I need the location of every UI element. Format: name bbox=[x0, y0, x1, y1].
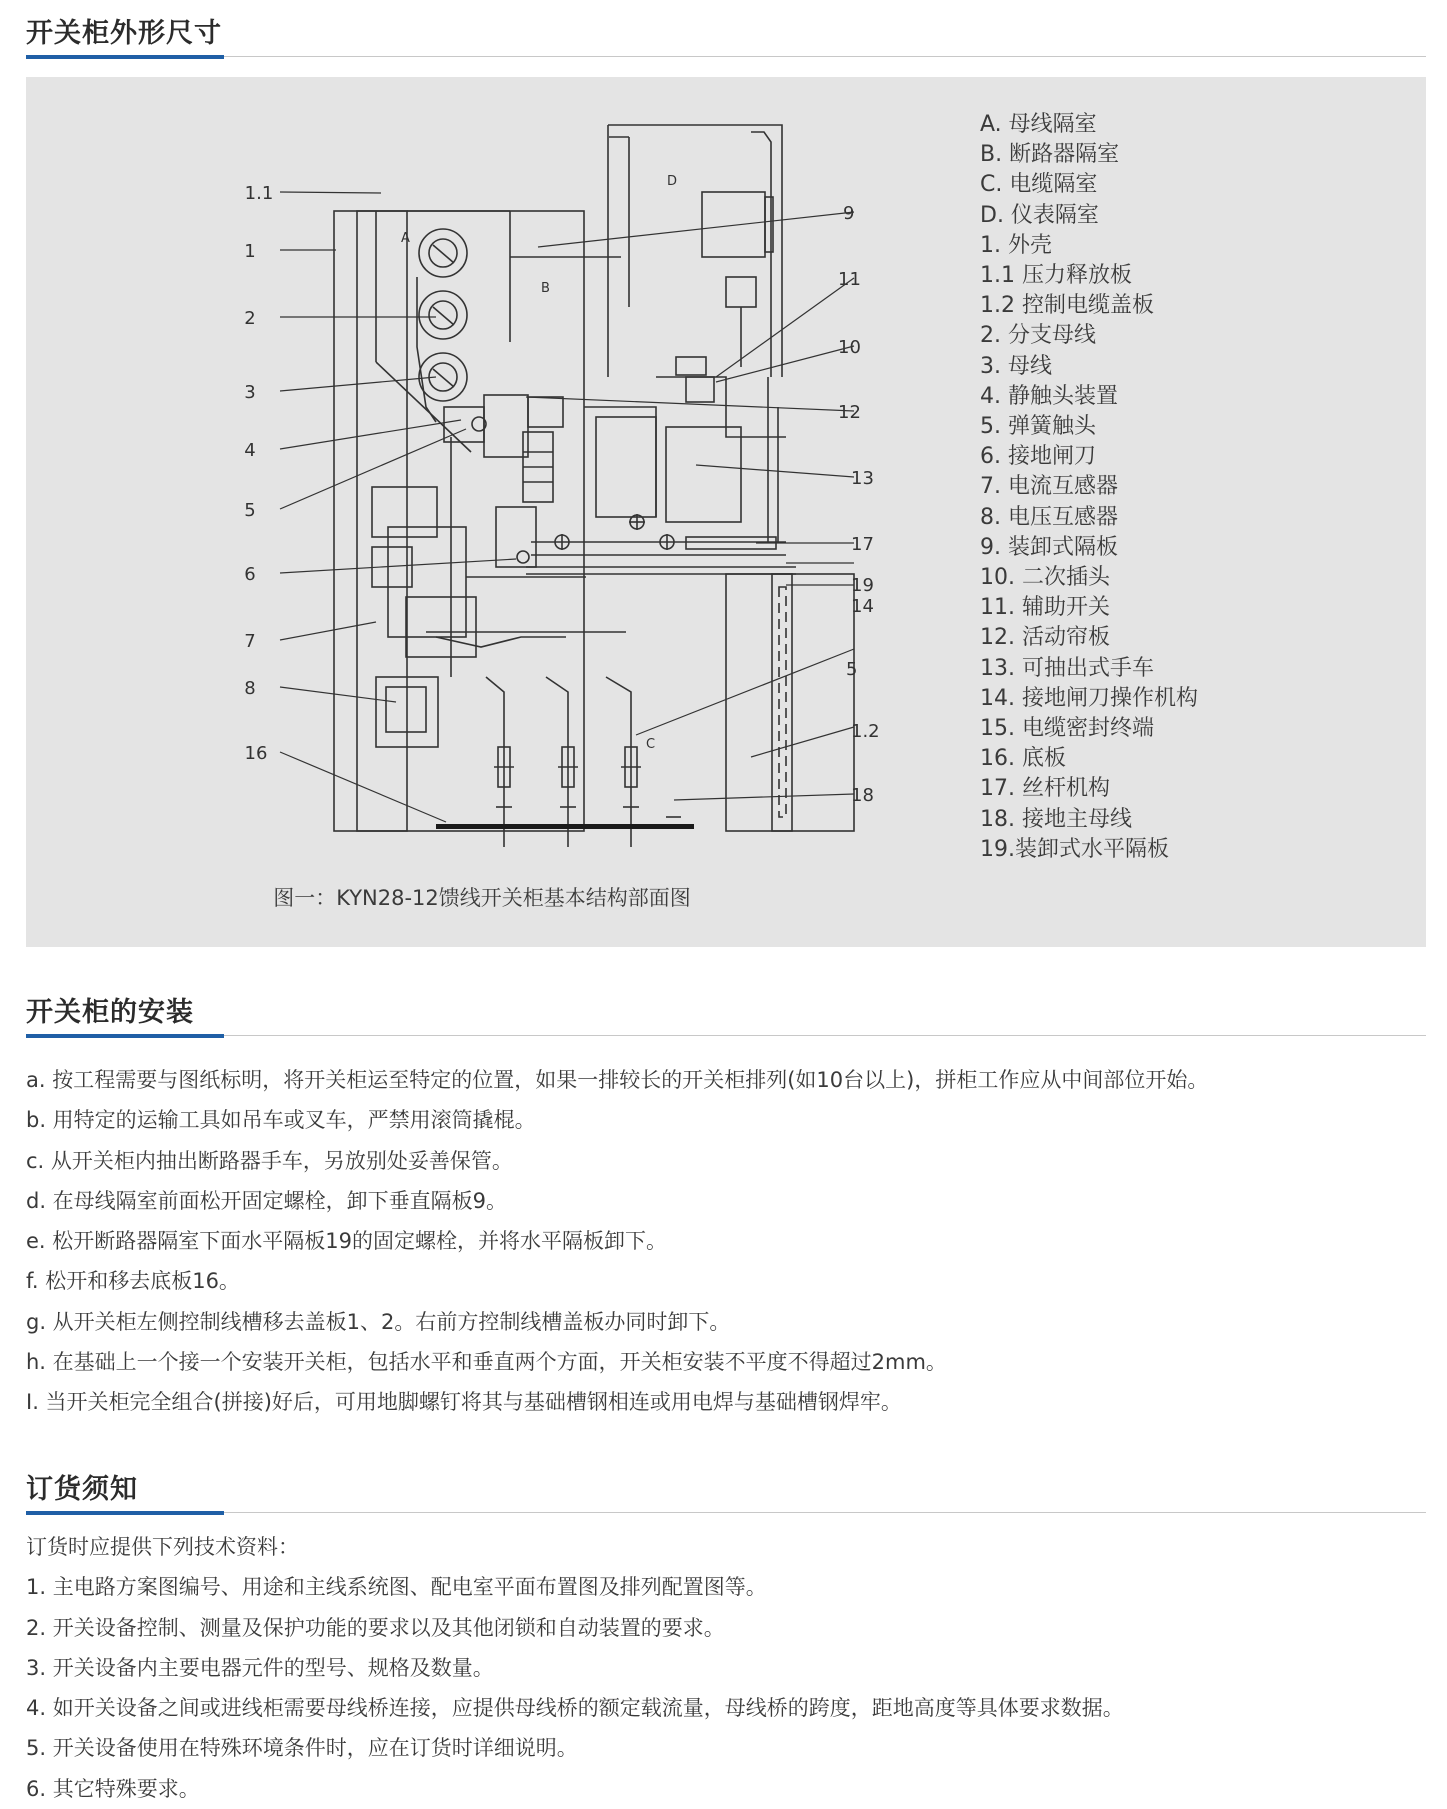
section-header-installation bbox=[26, 995, 1426, 1036]
callout-label: 14 bbox=[851, 596, 874, 617]
list-item: 4. 如开关设备之间或进线柜需要母线桥连接，应提供母线桥的额定载流量，母线桥的跨度，距地高度等具体要求数据。 bbox=[26, 1696, 1124, 1721]
list-item: a. 按工程需要与图纸标明，将开关柜运至特定的位置，如果一排较长的开关柜排列(如10台以上)，拼柜工作应从中间部位开始。 bbox=[26, 1068, 1209, 1092]
legend-item: 8. 电压互感器 bbox=[980, 504, 1118, 530]
legend-item: 15. 电缆密封终端 bbox=[980, 716, 1154, 742]
zone-labels bbox=[401, 174, 677, 752]
diagram-caption-text: 图一：KYN28-12馈线开关柜基本结构部面图 bbox=[273, 886, 691, 910]
callout-label: 1.1 bbox=[244, 183, 274, 204]
callout-label: 9 bbox=[843, 203, 855, 224]
legend-item: 6. 接地闸刀 bbox=[980, 444, 1096, 470]
list-item: c. 从开关柜内抽出断路器手车，另放别处妥善保管。 bbox=[26, 1148, 513, 1173]
callout-label: 2 bbox=[244, 308, 256, 329]
legend-item: 9. 装卸式隔板 bbox=[980, 534, 1118, 560]
list-item: I. 当开关柜完全组合(拼接)好后，可用地脚螺钉将其与基础槽钢相连或用电焊与基础槽钢焊牢。 bbox=[26, 1390, 902, 1415]
callout-label: 16 bbox=[244, 743, 268, 764]
legend-item: 2. 分支母线 bbox=[980, 323, 1096, 349]
list-item: 6. 其它特殊要求。 bbox=[26, 1776, 200, 1801]
legend-item: 11. 辅助开关 bbox=[980, 595, 1110, 621]
legend-item: 1.1 压力释放板 bbox=[980, 263, 1132, 289]
callout-label: 5 bbox=[846, 659, 858, 680]
diagram-caption bbox=[26, 882, 1426, 912]
section-header-ordering bbox=[26, 1472, 1426, 1513]
legend-item: 5. 弹簧触头 bbox=[980, 414, 1096, 440]
callout-label: 10 bbox=[838, 337, 861, 358]
cabinet-structure bbox=[334, 125, 854, 847]
section-title: 开关柜的安装 bbox=[26, 997, 194, 1028]
ordering-list bbox=[26, 1527, 1124, 1809]
legend-item: 10. 二次插头 bbox=[980, 565, 1110, 591]
legend-item: 1. 外壳 bbox=[980, 232, 1052, 258]
section-title: 开关柜外形尺寸 bbox=[26, 18, 222, 49]
cabinet-diagram bbox=[26, 77, 1426, 947]
list-item: e. 松开断路器隔室下面水平隔板19的固定螺栓，并将水平隔板卸下。 bbox=[26, 1229, 667, 1254]
callout-label: 7 bbox=[244, 631, 256, 652]
left-callouts bbox=[244, 183, 273, 764]
legend-item: C. 电缆隔室 bbox=[980, 172, 1098, 198]
legend-item: D. 仪表隔室 bbox=[980, 202, 1099, 228]
zone-label-a: A bbox=[401, 231, 410, 246]
list-item: f. 松开和移去底板16。 bbox=[26, 1269, 240, 1294]
callout-label: 19 bbox=[851, 575, 874, 596]
callout-label: 3 bbox=[244, 382, 256, 403]
right-callouts bbox=[838, 203, 880, 806]
legend-item: 3. 母线 bbox=[980, 353, 1052, 379]
ordering-intro: 订货时应提供下列技术资料： bbox=[26, 1535, 299, 1559]
callout-label: 17 bbox=[851, 534, 874, 555]
zone-label-c: C bbox=[646, 737, 656, 752]
callout-label: 6 bbox=[244, 564, 256, 585]
list-item: 3. 开关设备内主要电器元件的型号、规格及数量。 bbox=[26, 1655, 494, 1680]
list-item: 1. 主电路方案图编号、用途和主线系统图、配电室平面布置图及排列配置图等。 bbox=[26, 1575, 767, 1600]
callout-label: 1 bbox=[244, 241, 256, 262]
callout-label: 5 bbox=[244, 500, 256, 521]
legend-item: 4. 静触头装置 bbox=[980, 383, 1118, 409]
legend-item: B. 断路器隔室 bbox=[980, 142, 1120, 168]
legend-item: 17. 丝杆机构 bbox=[980, 776, 1110, 802]
callout-label: 12 bbox=[838, 402, 861, 423]
legend-item: 18. 接地主母线 bbox=[980, 806, 1132, 832]
legend-item: 7. 电流互感器 bbox=[980, 474, 1118, 500]
list-item: d. 在母线隔室前面松开固定螺栓，卸下垂直隔板9。 bbox=[26, 1188, 508, 1213]
legend-item: 1.2 控制电缆盖板 bbox=[980, 293, 1154, 319]
callout-label: 13 bbox=[851, 468, 874, 489]
callout-label: 18 bbox=[851, 785, 874, 806]
list-item: b. 用特定的运输工具如吊车或叉车，严禁用滚筒撬棍。 bbox=[26, 1108, 536, 1133]
section-accent-bar bbox=[26, 55, 224, 59]
installation-list bbox=[26, 1060, 1208, 1423]
legend-item: 12. 活动帘板 bbox=[980, 625, 1110, 651]
zone-label-b: B bbox=[541, 281, 550, 296]
legend-item: A. 母线隔室 bbox=[980, 112, 1097, 137]
callout-label: 4 bbox=[244, 440, 256, 461]
list-item: 2. 开关设备控制、测量及保护功能的要求以及其他闭锁和自动装置的要求。 bbox=[26, 1615, 725, 1640]
list-item: g. 从开关柜左侧控制线槽移去盖板1、2。右前方控制线槽盖板办同时卸下。 bbox=[26, 1309, 731, 1334]
list-item: 5. 开关设备使用在特殊环境条件时，应在订货时详细说明。 bbox=[26, 1736, 578, 1761]
list-item: h. 在基础上一个接一个安装开关柜，包括水平和垂直两个方面，开关柜安装不平度不得超过2mm。 bbox=[26, 1350, 947, 1375]
callout-label: 1.2 bbox=[851, 721, 880, 742]
section-accent-bar bbox=[26, 1511, 224, 1515]
legend-item: 14. 接地闸刀操作机构 bbox=[980, 685, 1198, 711]
section-header-dimensions bbox=[26, 16, 1426, 57]
callout-label: 8 bbox=[244, 678, 256, 699]
zone-label-d: D bbox=[667, 174, 678, 189]
legend-item: 13. 可抽出式手车 bbox=[980, 655, 1154, 681]
legend-item: 19.装卸式水平隔板 bbox=[980, 836, 1169, 862]
callout-label: 11 bbox=[838, 269, 861, 290]
component-legend bbox=[980, 110, 1198, 865]
legend-item: 16. 底板 bbox=[980, 746, 1066, 772]
diagram-panel bbox=[26, 77, 1426, 947]
section-title: 订货须知 bbox=[26, 1474, 138, 1505]
section-accent-bar bbox=[26, 1034, 224, 1038]
